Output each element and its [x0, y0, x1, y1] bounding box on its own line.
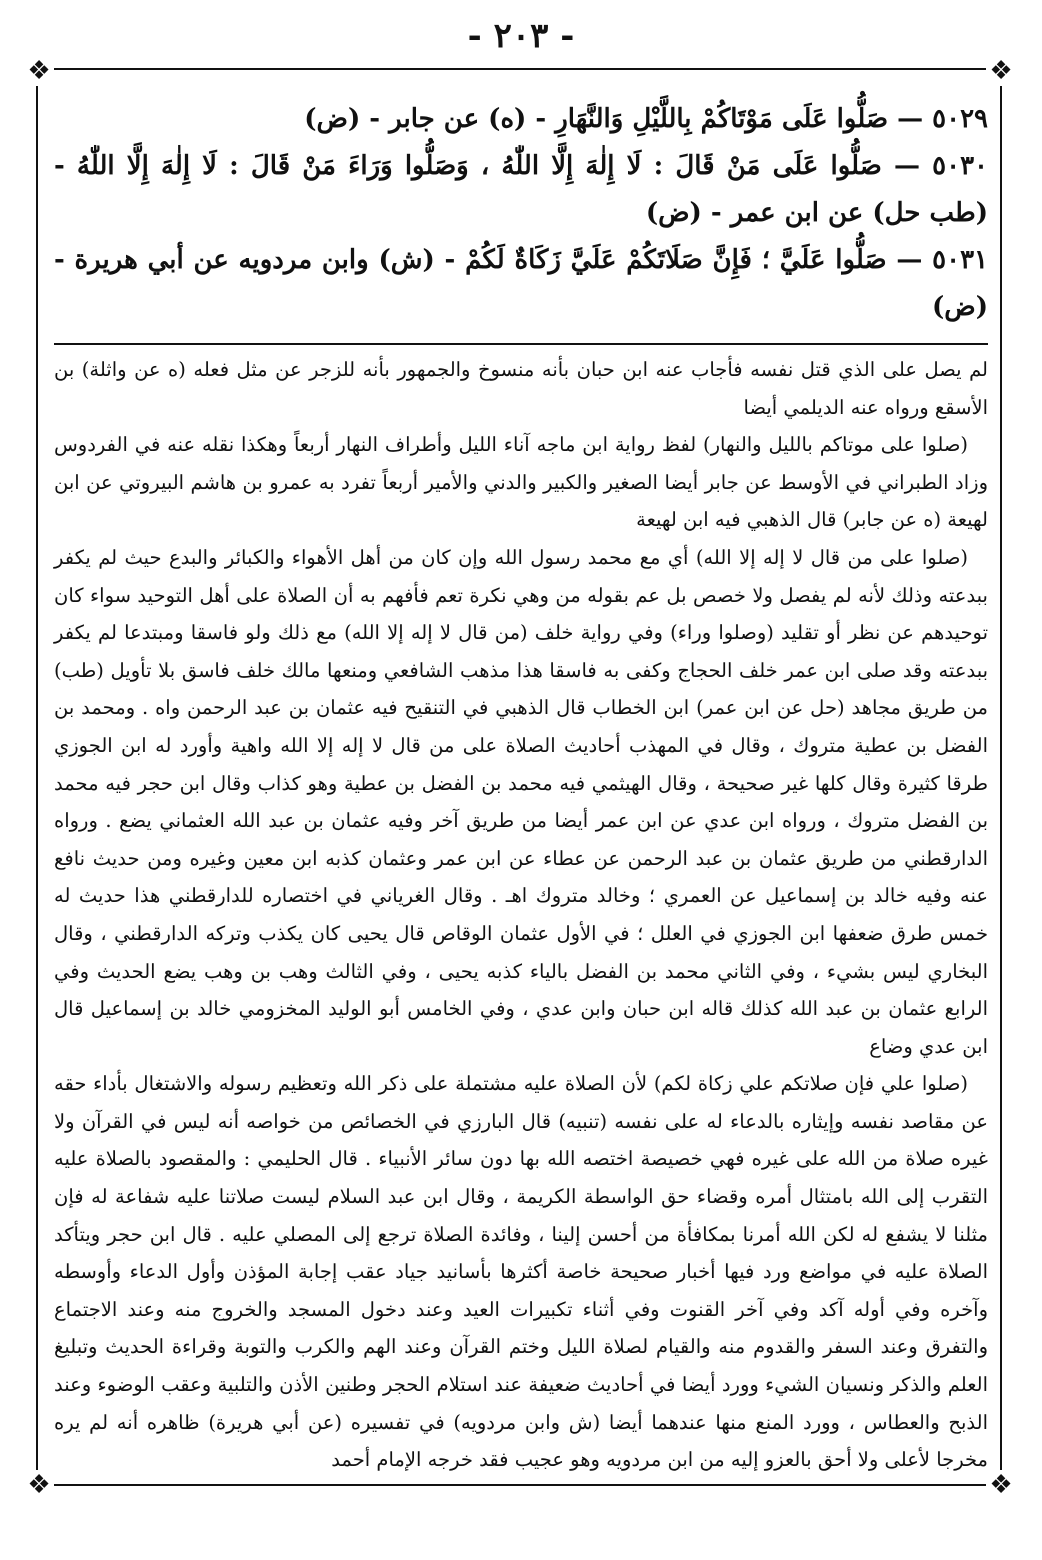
top-rule: [40, 68, 1002, 70]
ornament-corner-icon: ❖: [24, 1470, 54, 1500]
commentary-paragraph: (صلوا على من قال لا إله إلا الله) أي مع محمد رسول الله وإن كان من أهل الأهواء والكبائر والبدع حيث لم يكفر ببدعته وذلك لأنه لم يفصل ولا خصص بل عم بقوله من وهي نكرة تعم فأفهم به أن الصلاة على أهل التوحيد سواء كان توحيدهم عن نظر أو تقليد (وصلوا وراء) وفي رواية خلف (من قال لا إله إلا الله) مع ذلك ولو فاسقا ومبتدعا لم يكفر ببدعته وقد صلى ابن عمر خلف الحجاج وكفى به فاسقا هذا مذهب الشافعي ومنعها مالك خلف فاسق بلا تأويل (طب) من طريق مجاهد (حل عن ابن عمر) ابن الخطاب قال الذهبي في التنقيح فيه عثمان بن عبد الرحمن واه . ومحمد بن الفضل بن عطية متروك ، وقال في المهذب أحاديث الصلاة على من قال لا إله إلا الله واهية وأورد له ابن الجوزي طرقا كثيرة وقال كلها غير صحيحة ، وقال الهيثمي فيه محمد بن الفضل بن عطية وهو كذاب وقال ابن حجر فيه محمد بن الفضل متروك ، ورواه ابن عدي عن ابن عمر أيضا من طريق آخر وفيه عثمان بن عبد الله العثماني يضع . ورواه الدارقطني من طريق عثمان بن عبد الرحمن عن عطاء عن ابن عمر وعثمان كذبه ابن معين وغيره ومن حديث نافع عنه وفيه خالد بن إسماعيل عن العمري ؛ وخالد متروك اهـ . وقال الغرياني في اختصاره للدارقطني هذا حديث له خمس طرق ضعفها ابن الجوزي في العلل ؛ في الأول عثمان الوقاص قال يحيى كان يكذب وتركه الدارقطني ، وقال البخاري ليس بشيء ، وفي الثاني محمد بن الفضل بالياء كذبه يحيى ، وفي الثالث وهب بن وهب يضع الحديث وفي الرابع عثمان بن عبد الله كذلك قاله ابن حبان وابن عدي ، وفي الخامس أبو الوليد المخزومي خالد بن إسماعيل قال ابن عدي وضاع: [54, 545, 988, 1058]
commentary-paragraph: (صلوا على موتاكم بالليل والنهار) لفظ رواية ابن ماجه آناء الليل وأطراف النهار أربعاً وهكذا نقله عنه في الفردوس وزاد الطبراني في الأوسط عن جابر أيضا الصغير والكبير والدني والأمير أربعاً تفرد به عمرو بن هاشم البيروتي عن ابن لهيعة (ه عن جابر) قال الذهبي فيه ابن لهيعة: [54, 433, 988, 532]
ornament-corner-icon: ❖: [986, 1470, 1016, 1500]
hadith-5031: ٥٠٣١ — صَلُّوا عَلَيَّ ؛ فَإِنَّ صَلَاتَكُمْ عَلَيَّ زَكَاةٌ لَكُمْ - (ش) وابن مردويه عن أبي هريرة - (ض): [54, 245, 988, 322]
bottom-rule: [40, 1484, 1002, 1486]
page-content: [54, 96, 988, 1479]
ornament-corner-icon: ❖: [986, 56, 1016, 86]
section-divider: [54, 343, 988, 345]
hadith-5029: ٥٠٢٩ — صَلُّوا عَلَى مَوْتَاكُمْ بِاللَّيْلِ وَالنَّهَارِ - (ه) عن جابر - (ض): [304, 104, 988, 134]
hadith-5030: ٥٠٣٠ — صَلُّوا عَلَى مَنْ قَالَ : لَا إِلٰهَ إِلَّا اللّٰهُ ، وَصَلُّوا وَرَاءَ مَنْ قَالَ : لَا إِلٰهَ إِلَّا اللّٰهُ - (طب حل) عن ابن عمر - (ض): [54, 151, 988, 228]
commentary-paragraph: (صلوا علي فإن صلاتكم علي زكاة لكم) لأن الصلاة عليه مشتملة على ذكر الله وتعظيم رسوله والاشتغال بأداء حقه عن مقاصد نفسه وإيثاره بالدعاء له على نفسه (تنبيه) قال البارزي في الخصائص من خواصه أنه ليس في القرآن ولا غيره صلاة من الله على غيره فهي خصيصة اختصه الله بها دون سائر الأنبياء . قال الحليمي : والمقصود بالصلاة عليه التقرب إلى الله بامتثال أمره وقضاء حق الواسطة الكريمة ، وقال ابن عبد السلام ليست صلاتنا عليه شفاعة له فإن مثلنا لا يشفع له لكن الله أمرنا بمكافأة من أحسن إلينا ، وفائدة الصلاة ترجع إلى المصلي عليه . قال ابن حجر ويتأكد الصلاة عليه في مواضع ورد فيها أخبار صحيحة خاصة أكثرها بأسانيد جياد عقب إجابة المؤذن وأول الدعاء وأوسطه وآخره وفي أوله آكد وفي آخر القنوت وفي أثناء تكبيرات العيد وعند دخول المسجد والخروج منه وعند الاجتماع والتفرق وعند السفر والقدوم منه والقيام لصلاة الليل وختم القرآن وعند الهم والكرب والتوبة وقراءة الحديث وتبليغ العلم والذكر ونسيان الشيء وورد أيضا في أحاديث ضعيفة عند استلام الحجر وطنين الأذن والتلبية وعقب الوضوء وعند الذبح والعطاس ، وورد المنع منها عندهما أيضا (ش وابن مردويه) في تفسيره (عن أبي هريرة) ظاهره أنه لم يره مخرجا لأعلى ولا أحق بالعزو إليه من ابن مردويه وهو عجيب فقد خرجه الإمام أحمد: [54, 1072, 988, 1472]
ornament-corner-icon: ❖: [24, 56, 54, 86]
commentary-paragraph: لم يصل على الذي قتل نفسه فأجاب عنه ابن حبان بأنه منسوخ والجمهور بأنه للزجر عن مثل فعله (ه عن واثلة) بن الأسقع ورواه عنه الديلمي أيضا: [54, 358, 988, 419]
page-number: - ٢٠٣ -: [467, 16, 575, 56]
